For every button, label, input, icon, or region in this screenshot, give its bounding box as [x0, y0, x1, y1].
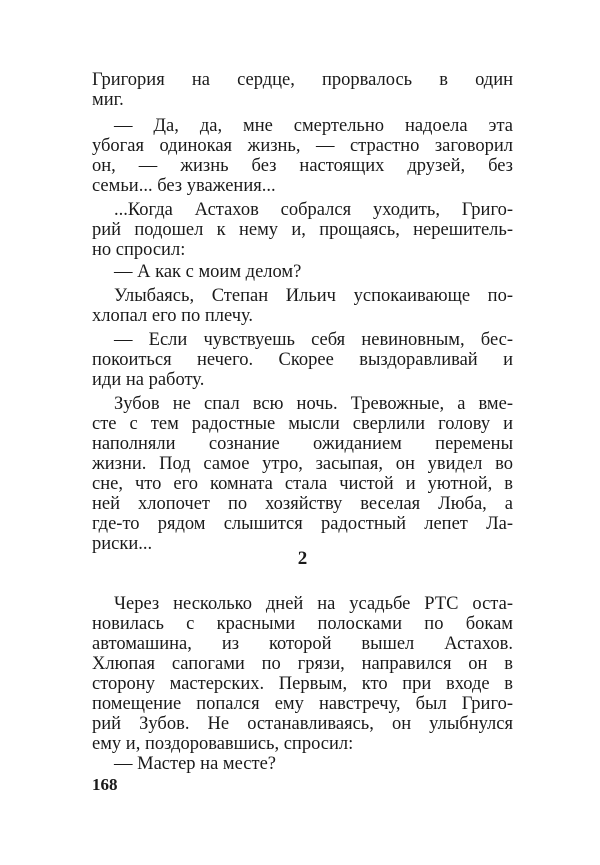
text-line: иди на работу.: [92, 370, 205, 390]
text-line: жизни. Под самое утро, засыпая, он увидел во: [92, 454, 513, 474]
text-line: — Если чувствуешь себя невиновным, бес-: [114, 330, 513, 350]
text-line: хлопал его по плечу.: [92, 306, 254, 326]
text-line: он, — жизнь без настоящих друзей, без: [92, 156, 513, 176]
text-line: но спросил:: [92, 240, 186, 260]
text-line: риски...: [92, 534, 153, 554]
text-line: семьи... без уважения...: [92, 176, 276, 196]
text-line: ему и, поздоровавшись, спросил:: [92, 734, 354, 754]
text-line: помещение попался ему навстречу, был Григо-: [92, 694, 513, 714]
text-line: сте с тем радостные мысли сверлили голову и: [92, 414, 513, 434]
text-line: Зубов не спал всю ночь. Тревожные, а вме-: [114, 394, 513, 414]
text-line: покоиться нечего. Скорее выздоравливай и: [92, 350, 513, 370]
text-line: где-то рядом слышится радостный лепет Ла-: [92, 514, 513, 534]
text-line: Через несколько дней на усадьбе РТС оста-: [114, 594, 513, 614]
text-line: — Да, да, мне смертельно надоела эта: [114, 116, 513, 136]
text-line: — А как с моим делом?: [114, 262, 302, 282]
text-line: ...Когда Астахов собрался уходить, Григо-: [114, 200, 513, 220]
text-line: автомашина, из которой вышел Астахов.: [92, 634, 513, 654]
text-line: ней хлопочет по хозяйству веселая Люба, а: [92, 494, 513, 514]
text-line: наполняли сознание ожиданием перемены: [92, 434, 513, 454]
page-number: 168: [92, 775, 118, 794]
text-line: убогая одинокая жизнь, — страстно заговорил: [92, 136, 513, 156]
section-number: 2: [297, 548, 308, 569]
text-line: рий Зубов. Не останавливаясь, он улыбнулся: [92, 714, 513, 734]
text-line: Хлюпая сапогами по грязи, направился он в: [92, 654, 513, 674]
text-line: Григория на сердце, прорвалось в один: [92, 70, 513, 90]
text-line: новилась с красными полосками по бокам: [92, 614, 513, 634]
text-line: Улыбаясь, Степан Ильич успокаивающе по-: [114, 286, 513, 306]
text-line: — Мастер на месте?: [114, 754, 277, 774]
text-line: рий подошел к нему и, прощаясь, нерешитель-: [92, 220, 513, 240]
text-line: сне, что его комната стала чистой и уютной, в: [92, 474, 513, 494]
text-line: миг.: [92, 90, 124, 110]
text-line: сторону мастерских. Первым, кто при входе в: [92, 674, 513, 694]
